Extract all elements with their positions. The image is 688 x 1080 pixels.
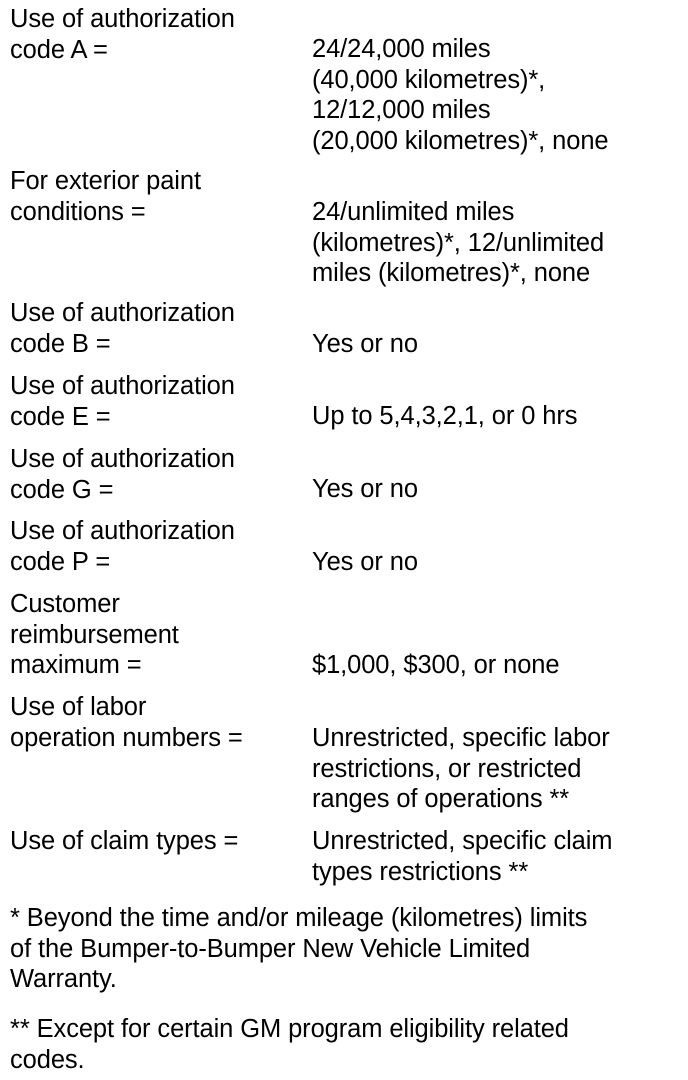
entry-value: $1,000, $300, or none (312, 651, 560, 679)
entry-term: Use of authorization code A = (10, 5, 235, 64)
entry-term: Use of authorization code P = (10, 517, 235, 576)
entry-term: Use of authorization code B = (10, 299, 235, 358)
entry-value: 24/unlimited miles (kilometres)*, 12/unlimited miles (kilometres)*, none (312, 198, 605, 287)
entry-value: Up to 5,4,3,2,1, or 0 hrs (312, 402, 578, 430)
entry-value: Unrestricted, specific claim types restrictions ** (312, 827, 613, 886)
entry-term: Use of claim types = (10, 827, 239, 855)
footnote-single-asterisk: * Beyond the time and/or mileage (kilometres) limits of the Bumper-to-Bumper New Vehicle Limited Warranty. (10, 904, 588, 993)
entry-value: Yes or no (312, 475, 418, 503)
entry-term: For exterior paint conditions = (10, 167, 201, 226)
entry-value: 24/24,000 miles (40,000 kilometres)*, 12/12,000 miles (20,000 kilometres)*, none (312, 35, 609, 155)
footnote-double-asterisk: ** Except for certain GM program eligibility related codes. (10, 1015, 569, 1074)
entry-value: Yes or no (312, 330, 418, 358)
entry-value: Yes or no (312, 548, 418, 576)
entry-term: Use of authorization code E = (10, 372, 235, 431)
entry-term: Use of authorization code G = (10, 445, 235, 504)
entry-term: Use of labor operation numbers = (10, 693, 243, 752)
entry-term: Customer reimbursement maximum = (10, 590, 179, 679)
entry-value: Unrestricted, specific labor restrictions, or restricted ranges of operations ** (312, 724, 610, 813)
